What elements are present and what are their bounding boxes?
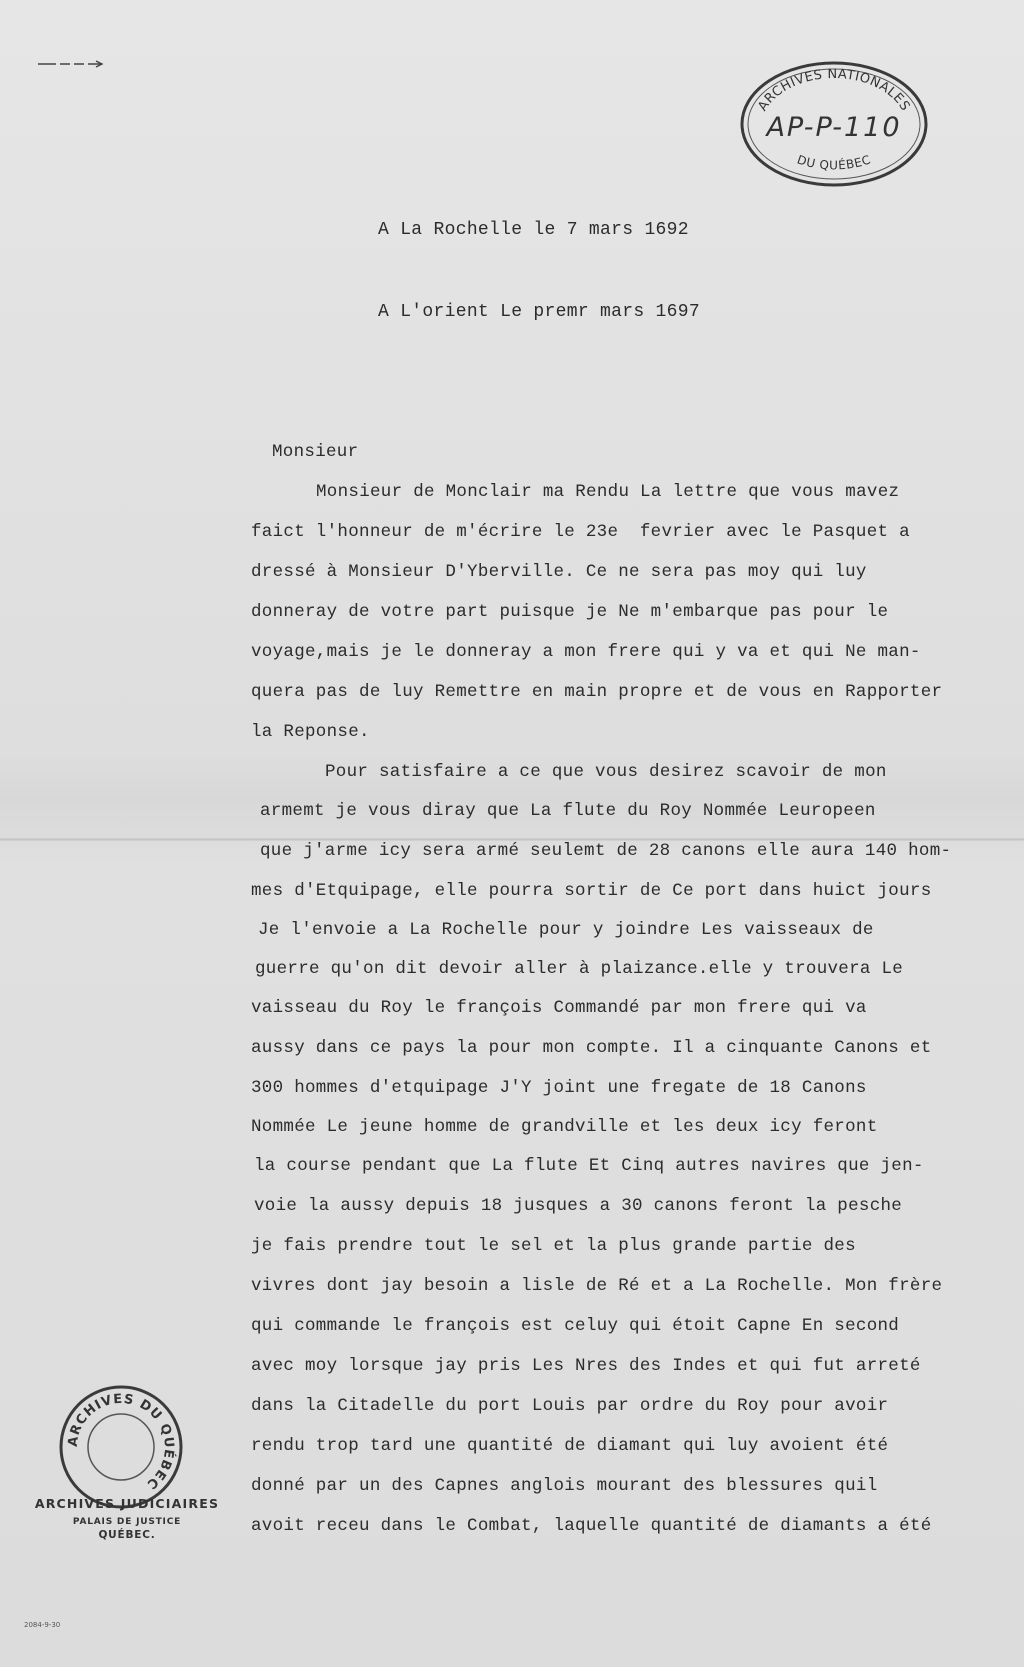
body-line: 300 hommes d'etquipage J'Y joint une fregate de 18 Canons	[251, 1078, 867, 1098]
body-line: vaisseau du Roy le françois Commandé par mon frere qui va	[251, 998, 867, 1018]
body-line: avec moy lorsque jay pris Les Nres des Indes et qui fut arreté	[251, 1356, 921, 1376]
body-line: rendu trop tard une quantité de diamant qui luy avoient été	[251, 1436, 889, 1456]
body-line: donné par un des Capnes anglois mourant des blessures quil	[251, 1476, 878, 1496]
date-line-1: A La Rochelle le 7 mars 1692	[378, 220, 689, 240]
corner-mark-icon	[36, 58, 106, 70]
body-line: Je l'envoie a La Rochelle pour y joindre Les vaisseaux de	[258, 920, 874, 940]
body-line: avoit receu dans le Combat, laquelle quantité de diamants a été	[251, 1516, 932, 1536]
footer-line-2: PALAIS DE JUSTICE	[72, 1517, 182, 1527]
body-line: faict l'honneur de m'écrire le 23e fevrier avec le Pasquet a	[251, 522, 910, 542]
footer-line-3: QUÉBEC.	[98, 1529, 156, 1541]
archive-footer	[22, 1496, 232, 1541]
archives-nationales-stamp	[737, 58, 931, 190]
body-line: dans la Citadelle du port Louis par ordre du Roy pour avoir	[251, 1396, 889, 1416]
form-code: 2084-9-30	[24, 1621, 61, 1629]
body-line: quera pas de luy Remettre en main propre et de vous en Rapporter	[251, 682, 943, 702]
body-line: mes d'Etquipage, elle pourra sortir de Ce port dans huict jours	[251, 881, 932, 901]
svg-text:ARCHIVES DU QUÉBEC	[66, 1392, 177, 1492]
stamp-top-text: ARCHIVES NATIONALES	[755, 66, 913, 114]
body-line: Nommée Le jeune homme de grandville et les deux icy feront	[251, 1117, 878, 1137]
body-line: la course pendant que La flute Et Cinq autres navires que jen-	[254, 1156, 924, 1176]
stamp-ring-text: ARCHIVES DU QUÉBEC	[65, 1391, 177, 1493]
body-line: armemt je vous diray que La flute du Roy Nommée Leuropeen	[260, 801, 876, 821]
body-line: dressé à Monsieur D'Yberville. Ce ne sera pas moy qui luy	[251, 562, 867, 582]
salutation: Monsieur	[272, 442, 359, 462]
body-line: aussy dans ce pays la pour mon compte. Il a cinquante Canons et	[251, 1038, 932, 1058]
body-line: qui commande le françois est celuy qui étoit Capne En second	[251, 1316, 900, 1336]
stamp-number: AP-P-110	[766, 112, 902, 143]
footer-line-1: ARCHIVES JUDICIAIRES	[34, 1496, 220, 1511]
stamp-bottom-text: DU QUÉBEC	[795, 152, 873, 173]
body-line: la Reponse.	[251, 722, 370, 742]
body-line: je fais prendre tout le sel et la plus grande partie des	[251, 1236, 856, 1256]
body-line: voie la aussy depuis 18 jusques a 30 canons feront la pesche	[254, 1196, 903, 1216]
body-line: vivres dont jay besoin a lisle de Ré et a La Rochelle. Mon frère	[251, 1276, 943, 1296]
body-line: Pour satisfaire a ce que vous desirez scavoir de mon	[325, 762, 887, 782]
body-line: Monsieur de Monclair ma Rendu La lettre que vous mavez	[316, 482, 900, 502]
svg-text:DU QUÉBEC	[795, 152, 872, 172]
archives-du-quebec-stamp	[56, 1382, 186, 1512]
body-line: voyage,mais je le donneray a mon frere qui y va et qui Ne man-	[251, 642, 921, 662]
body-line: guerre qu'on dit devoir aller à plaizance.elle y trouvera Le	[255, 959, 904, 979]
body-line: que j'arme icy sera armé seulemt de 28 canons elle aura 140 hom-	[260, 841, 952, 861]
body-line: donneray de votre part puisque je Ne m'embarque pas pour le	[251, 602, 889, 622]
date-line-2: A L'orient Le premr mars 1697	[378, 302, 700, 322]
